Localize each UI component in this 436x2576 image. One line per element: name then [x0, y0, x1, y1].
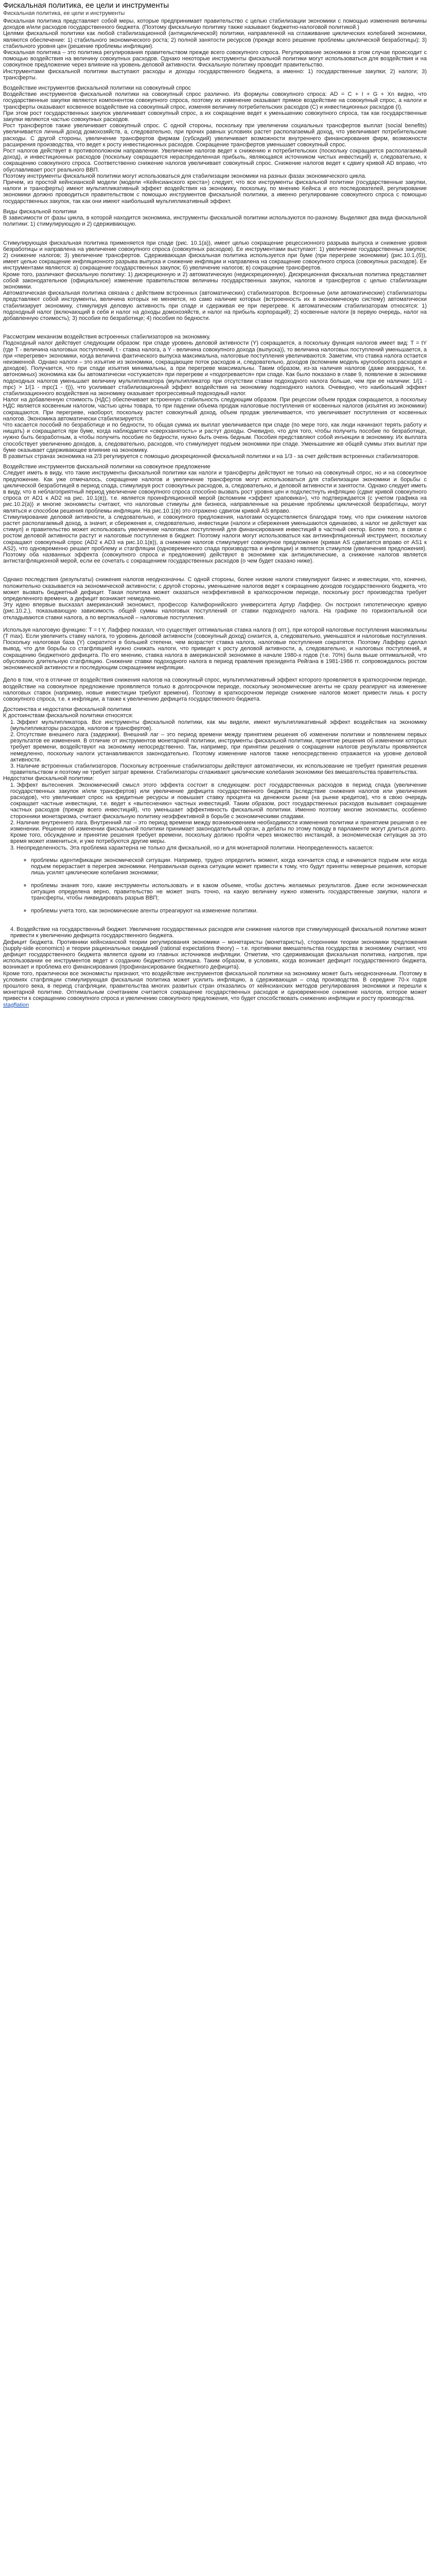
paragraph: Дефицит бюджета. Противники кейнсианской теории регулирования экономики – монетаристы (монетаристы), сторонники теории экономики предложения (supply-side economics) и теории рациональных ожиданий (rational expectations theory) – т.е. противники вмешательства государства в экономику считают, что дефицит государственного бюджета является одним из главных источников инфляции. Отметим, что сдерживающая фискальная политика, напротив, при использовании ее инструментов ведет к созданию бюджетного излишка. Таким образом, в условиях, когда возникает дефицит государственного бюджета, возникает и проблема его финансирования (профинансирование бюджетного дефицита). [3, 939, 427, 971]
disadvantages-section [3, 775, 427, 939]
list-item: 4. Воздействие на государственный бюджет. Увеличение государственных расходов или снижение налогов при стимулирующей фискальной политике может привести к увеличению дефицита государственного бюджета. [10, 926, 427, 939]
paragraph: Фискальная политика представляет собой меры, которые предпринимает правительство с целью стабилизации экономики с помощью изменения величины доходов и/или расходов государственного бюджета. (Поэтому фискальную политику также называют бюджетно-налоговой политикой.) [3, 18, 427, 31]
paragraph: Стимулирующая фискальная политика применяется при спаде (рис. 10.1(a)), имеет целью сокращение рецессионного разрыва выпуска и снижение уровня безработицы и направлена на увеличение совокупного спроса (совокупных расходов). Ее инструментами выступают: 1) увеличение государственных закупок; 2) снижение налогов; 3) увеличение трансфертов. Сдерживающая фискальная политика используется при буме (при перегреве экономики) (рис.10.1.(б)), имеет целью сокращение инфляционного разрыва выпуска и снижение инфляции и направлена на сокращение совокупного спроса (совокупных расходов). Ее инструментами являются: а) сокращение государственных закупок; б) увеличение налогов; в) сокращение трансфертов. [3, 240, 427, 272]
paragraph: Подоходный налог действует следующим образом: при спаде уровень деловой активности (Y) сокращается, а поскольку функция налогов имеет вид: T = tY (где T - величина налоговых поступлений, t - ставка налога, а Y - величина совокупного дохода (выпуска)), то величина налоговых поступлений уменьшается, а при «перегреве» экономики, когда величина фактического выпуска максимальна, налоговые поступления увеличиваются. Заметим, что ставка налога остается неизменной. Однако налоги – это изъятие из экономики, сокращающее поток расходов и, следовательно, доходов (вспомним модель кругооборота расходов и доходов). Получается, что при спаде изъятия минимальны, а при перегреве максимальны. Таким образом, из-за наличия налогов (даже аккордных, т.е. автономных) экономика как бы автоматически «остужается» при перегреве и «подогревается» при спаде. Как было показано в главе 9, появление в экономике подоходных налогов уменьшает величину мультипликатора (мультипликатор при отсутствии ставки подоходного налога больше, чем при ее наличии: 1/(1 - mpc) > 1/(1 - mpc(1 - t))), что усиливает стабилизационный эффект воздействия на экономику подоходного налога. Очевидно, что наибольший эффект стабилизационного воздействия на экономику оказывает прогрессивный подоходный налог. [3, 340, 427, 397]
policy-types-section [3, 215, 427, 321]
intro-section [3, 18, 427, 81]
document-page [0, 0, 430, 1008]
stagflation-link[interactable]: stagflation [3, 1002, 29, 1008]
list-item: 1. Эффект вытеснения. Экономический смысл этого эффекта состоит в следующем: рост государственных расходов в период спада (увеличение государственных закупок и/или трансфертов) или увеличение дефицита государственного бюджета (вследствие снижения налогов или увеличения расходов), что увеличивает спрос на кредитные ресурсы и повышает ставку процента на денежном рынке (на рынке кредитов), что в свою очередь сокращает частные инвестиции, т.е. ведет к «вытеснению» частных инвестиций. Таким образом, рост государственных расходов вызывает сокращение частных расходов (прежде всего инвестиций), что уменьшает эффективность фискальной политики. Именно поэтому многие экономисты, особенно сторонники монетаризма, считают фискальную политику неэффективной в борьбе с экономическими спадами. [10, 782, 427, 820]
paragraph: Воздействие инструментов фискальной политики на совокупный спрос различно. Из формулы совокупного спроса: AD = C + I + G + Xn видно, что государственные закупки являются компонентом совокупного спроса, поэтому их изменение оказывает прямое воздействие на совокупный спрос, а налоги и трансферты оказывают косвенное воздействие на совокупный спрос, изменяя величину потребительских расходов (C) и инвестиционных расходов (I). [3, 91, 427, 110]
section-heading: Виды фискальной политики [3, 208, 77, 215]
paragraph: Кроме того, различают фискальную политику: 1) дискреционную и 2) автоматическую (недискреционную). Дискреционная фискальная политика представляет собой законодательное (официальное) изменение правительством величины государственных закупок, налогов и трансфертов с целью стабилизации экономики. [3, 271, 427, 290]
paragraph: Эту идею впервые высказал американский экономист, профессор Калифорнийского университета Артур Лаффер. Он построил гипотетическую кривую (рис.10.2.), показывающую зависимость общей суммы налоговых поступлений от ставки подоходного налога. На графике по горизонтальной оси откладываются ставки налога, а по вертикальной – налоговые поступления. [3, 602, 427, 621]
list-item: 1. Эффект мультипликатора. Все инструменты фискальной политики, как мы видели, имеют мультипликативный эффект воздействия на экономику (мультипликаторы расходов, налогов и трансфертов). [10, 719, 427, 732]
paragraph: Инструментами фискальной политики выступают расходы и доходы государственного бюджета, а именно: 1) государственные закупки; 2) налоги; 3) трансферты. [3, 68, 427, 81]
list-item: 3. Неопределенность. Эта проблема характерна не только для фискальной, но и для монетарной политики. Неопределенность касается: ◦ проблемы идентификации экономической ситуации. Например, трудно определить момент, когда кончается спад и начинается подъем или когда подъем перерастает в перегрев экономики. Неправильная оценка ситуации может привести к тому, что будут приняты неверные решения, которые лишь усилят циклические колебания экономики; ◦ проблемы знания того, какие инструменты использовать и в каком объеме, чтобы достичь желаемых результатов. Даже если экономическая ситуация определена верно, правительство не может знать точно, на какую величину нужно изменить государственные закупки, налоги и трансферты, чтобы ликвидировать разрыв ВВП; ◦ проблемы учета того, как экономические агенты отреагируют на изменение политики. [10, 845, 427, 927]
budget-deficit-section [3, 939, 427, 1008]
paragraph: Следует иметь в виду, что такие инструменты фискальной политики как налоги и трансферты действуют не только на совокупный спрос, но и на совокупное предложение. Как уже отмечалось, сокращение налогов и увеличение трансфертов могут использоваться для стабилизации экономики и борьбы с циклической безработицей в период спада, стимулируя рост совокупных расходов, а, следовательно, и деловой активности и занятости. Однако следует иметь в виду, что в неблагоприятный период увеличение совокупного спроса способно вызвать рост уровня цен и подхлестнуть инфляцию (сдвиг кривой совокупного спроса от AD1 к AD2 на рис. 10.1(в)), т.е. является проинфляционной мерой (вспомним «эффект храповика»), что подтверждается (с учетом графика на рис.10.2(а)) и многие экономисты считают, что налоговые стимулы для бизнеса, направленные на решение проблемы циклической безработицы, могут являться и способом решения проблемы инфляции. На рис.10.1(в) это отражено сдвигом кривой AS вправо. [3, 470, 427, 514]
aggregate-demand-section [3, 91, 427, 205]
paragraph: Причем, из простой кейнсианской модели (модели «Кейнсианского креста») следует, что все инструменты фискальной политики (государственные закупки, налоги и трансферты) имеют мультипликативный эффект воздействия на экономику, поскольку, по мнению Кейнса и его последователей, регулирование экономики должно проводиться правительством с помощью инструментов фискальной политики, а именно регулирование совокупного спроса с помощью государственных закупок, так как они имеют наибольший мультипликативный эффект. [3, 179, 427, 205]
paragraph: Используя налоговую функцию: T = t Y, Лаффер показал, что существует оптимальная ставка налога (t опт.), при которой налоговые поступления максимальны (T max). Если увеличить ставку налога, то уровень деловой активности (совокупный доход) снизится, а, следовательно, уменьшатся и налоговые поступления. Поскольку налоговая база (Y) сократится в большей степени, чем возрастет ставка налога, налоговые поступления сократятся. Поэтому Лаффер сделал вывод, что для борьбы со стагфляцией нужно снижать налоги, что приведет к росту деловой активности, а, следовательно, и налоговых поступлений, и сокращению бюджетного дефицита. По его мнению, ставка налога в американской экономике в начале 1980-х годов (т.е. 70%) была выше оптимальной, что обусловило длительную стагфляцию. Снижение ставки подоходного налога в период правления президента Рейгана в 1981-1986 гг. сопровождалось ростом экономической активности и последующим сокращением инфляции. [3, 626, 427, 671]
laffer-section [3, 577, 427, 702]
page-subtitle: Фискальная политика, ее цели и инструменты [3, 10, 125, 16]
paragraph: Рассмотрим механизм воздействия встроенных стабилизаторов на экономику. [3, 334, 211, 341]
paragraph: Фискальная политика – это политика регулирования правительством прежде всего совокупного спроса. Регулирование экономики в этом случае происходит с помощью воздействия на величину совокупных расходов. Однако некоторые инструменты фискальной политики могут использоваться для воздействия и на совокупное предложение через влияние на уровень деловой активности. Фискальную политику проводит правительство. [3, 49, 427, 69]
paragraph: Дело в том, что в отличие от воздействия снижения налогов на совокупный спрос, мультипликативный эффект которого проявляется в краткосрочном периоде, воздействие на совокупное предложение проявляется только в долгосрочном периоде, поскольку экономические агенты не сразу реагируют на изменение налоговых ставок (например, новые инвестиции требуют времени). Поэтому в краткосрочном периоде снижение налогов может привести лишь к росту совокупного спроса, т.е. к инфляции, а также к увеличению дефицита государственного бюджета. [3, 677, 427, 702]
aggregate-supply-section [3, 470, 427, 564]
paragraph: Поэтому инструменты фискальной политики могут использоваться для стабилизации экономики на разных фазах экономического цикла. [3, 173, 367, 179]
list-item: 3. Наличие встроенных стабилизаторов. Поскольку встроенные стабилизаторы действуют автоматически, их использование не требует принятия решения правительством и поэтому не требует затрат времени. Стабилизаторы сглаживают циклические колебания экономики без вмешательства правительства. [10, 762, 427, 776]
page-title: Фискальная политика, ее цели и инструменты [3, 1, 169, 10]
paragraph: При этом рост государственных закупок увеличивает совокупный спрос, а их сокращение ведет к уменьшению совокупного спроса, так как государственные закупки являются частью совокупных расходов. [3, 110, 427, 123]
paragraph: Налог на добавленную стоимость (НДС) обеспечивает встроенную стабильность следующим образом. При рецессии объем продаж сокращается, а поскольку НДС является косвенным налогом, частью цены товара, то при падении объема продаж налоговые поступления от косвенных налогов (изъятия из экономики) сокращаются. При перегреве, наоборот, поскольку растет совокупный доход, объем продаж увеличивается, что увеличивает поступления от косвенных налогов. Экономика автоматически стабилизируется. [3, 397, 427, 422]
list-caption: Недостатки фискальной политики: [3, 775, 94, 782]
paragraph: Целями фискальной политики как любой стабилизационной (антициклической) политики, направленной на сглаживание циклических колебаний экономики, являются обеспечение: 1) стабильного экономического роста; 2) полной занятости ресурсов (прежде всего решение проблемы циклической безработицы); 3) стабильного уровня цен (решение проблемы инфляции). [3, 30, 427, 49]
bullet-item: ◦ проблемы знания того, какие инструменты использовать и в каком объеме, чтобы достичь желаемых результатов. Даже если экономическая ситуация определена верно, правительство не может знать точно, на какую величину нужно изменить государственные закупки, налоги и трансферты, чтобы ликвидировать разрыв ВВП; [31, 883, 427, 902]
disadvantages-list [3, 782, 427, 939]
list-caption: К достоинствам фискальной политики относятся: [3, 713, 133, 719]
list-item: 2. Наличие внутреннего лага. Внутренний лаг – это период времени между возникновением необходимости изменения политики и принятием решения о ее изменении. Решение об изменении фискальной политики принимает законодательный орган, а дебаты по этому поводу в парламенте могут длиться долго. Кроме того, обсуждение и принятие решения требует времени, поскольку должно пройти через множество инстанций, а экономическая ситуация за это время может измениться, и уже потребуются другие меры. [10, 819, 427, 845]
advantages-section [3, 713, 427, 775]
paragraph: В развитых странах экономика на 2/3 регулируется с помощью дискреционной фискальной политики и на 1/3 - за счет действия встроенных стабилизаторов. [3, 453, 420, 460]
paragraph: Однако последствия (результаты) снижения налогов неоднозначны. С одной стороны, более низкие налоги стимулируют бизнес и инвестиции, что, конечно, положительно сказывается на экономической активности; с другой стороны, уменьшение налогов ведет к сокращению доходов государственного бюджета, что может вызвать бюджетный дефицит. Такая политика может оказаться неэффективной в краткосрочном периоде, поскольку рост производства требует определенного времени, а дефицит возникает немедленно. [3, 577, 427, 602]
paragraph: Рост налогов действует в противоположном направлении. Увеличение налогов ведет к снижению и потребительских (поскольку сокращается располагаемый доход), и инвестиционных расходов (поскольку сокращается нераспределенная прибыль, являющаяся источником чистых инвестиций) и, следовательно, к сокращению совокупного спроса. Соответственно снижение налогов увеличивает совокупный спрос. Снижение налогов ведет к сдвигу кривой AD вправо, что обуславливает рост реального ВВП. [3, 148, 427, 173]
paragraph: В зависимости от фазы цикла, в которой находится экономика, инструменты фискальной политики используются по-разному. Выделяют два вида фискальной политики: 1) стимулирующую и 2) сдерживающую. [3, 215, 427, 228]
bullet-item: ◦ проблемы учета того, как экономические агенты отреагируют на изменение политики. [31, 908, 427, 914]
section-heading: Воздействие инструментов фискальной политики на совокупный спрос [3, 85, 191, 92]
paragraph: Что касается пособий по безработице и по бедности, то общая сумма их выплат увеличивается при спаде (по мере того, как люди начинают терять работу и нищать) и сокращается при буме, когда наблюдается «сверхзанятость» и растут доходы. Очевидно, что для того, чтобы получить пособие по безработице, нужно быть безработным, а чтобы получить пособие по бедности, нужно быть очень бедным. Пособия представляют собой инъекции в экономику. Их выплата способствует увеличению доходов, а, следовательно, расходов, что стимулирует подъем экономики при спаде. Уменьшение же общей суммы этих выплат при буме оказывает сдерживающее влияние на экономику. [3, 421, 427, 453]
uncertainty-bullets [10, 851, 427, 920]
section-heading: Воздействие инструментов фискальной политики на совокупное предложение [3, 464, 211, 470]
paragraph: Автоматическая фискальная политика связана с действием встроенных (автоматических) стабилизаторов. Встроенные (или автоматические) стабилизаторы представляют собой инструменты, величина которых не меняется, но само наличие которых (встроенность их в экономическую систему) автоматически стабилизирует экономику, стимулируя деловую активность при спаде и сдерживая ее при перегреве. К автоматическим стабилизаторам относятся: 1) подоходный налог (включающий в себя и налог на доходы домохозяйств, и налог на прибыль корпораций); 2) косвенные налоги (в первую очередь, налог на добавленную стоимость); 3) пособия по безработице; 4) пособия по бедности. [3, 290, 427, 321]
paragraph: Стимулирование деловой активности, а следовательно, и совокупного предложения, налогами осуществляется благодаря тому, что при снижении налогов растет располагаемый доход, а значит, и сбережения и, следовательно, инвестиции (налоги и сбережения уменьшаются одинаково, а налог не действует как стимул) и правительство может использовать увеличение налоговых поступлений для финансирования инвестиций в частный сектор. Более того, в связи с ростом деловой активности растут и налоговые поступления в бюджет. Поэтому налоги могут использоваться как антиинфляционный инструмент, поскольку сокращают совокупный спрос (AD2 к AD3 на рис.10.1(в)), а снижение налогов стимулирует совокупное предложение (кривая AS сдвигается вправо от AS1 к AS2), что одновременно решает проблему и стагфляции (одновременного спада производства и инфляции) и является стимулом (увеличения предложения). Поэтому оба названных эффекта (совокупного спроса и предложения) действуют в экономике как антициклические, а снижение налогов является антистагфляционной мерой, если ее сочетать с сокращением государственных расходов (о чем будет сказано ниже). [3, 514, 427, 565]
bullet-item: ◦ проблемы идентификации экономической ситуации. Например, трудно определить момент, когда кончается спад и начинается подъем или когда подъем перерастает в перегрев экономики. Неправильная оценка ситуации может привести к тому, что будут приняты неверные решения, которые лишь усилят циклические колебания экономики; [31, 857, 427, 876]
paragraph: Рост трансфертов также увеличивает совокупный спрос. С одной стороны, поскольку при увеличении социальных трансфертов выплат (social benefits) увеличивается личный доход домохозяйств, а, следовательно, при прочих равных условиях растет располагаемый доход, что увеличивает потребительские расходы. С другой стороны, увеличение трансфертов фирмам (субсидий) увеличивает возможности внутреннего финансирования фирм, возможности расширения производства, что ведет к росту инвестиционных расходов. Сокращение трансфертов уменьшает совокупный спрос. [3, 123, 427, 148]
list-item: 2. Отсутствие внешнего лага (задержки). Внешний лаг – это период времени между принятием решения об изменении политики и появлением первых результатов ее изменения. В отличие от инструментов монетарной политики, инструменты фискальной политики, принятие решения об изменении которых требует времени, воздействуют на экономику непосредственно. Так, например, при принятии решения о сокращении налогов результаты проявляются немедленно, поскольку налоги устанавливаются законодательно. Поэтому изменение налогов также непосредственно отражается на уровне деловой активности. [10, 731, 427, 763]
paragraph: Кроме того, практически все экономисты признают, что воздействие инструментов фискальной политики на экономику может быть неоднозначным. Поэтому в условиях стагфляции стимулирующая фискальная политика может усилить инфляцию, а сдерживающая – спад производства. В середине 70-х годов прошлого века, в период стагфляции, правительства многих развитых стран отказались от кейнсианских методов регулирования экономики и перешли к монетарной политике. Оптимальным сочетанием считается сокращение государственных расходов и одновременное снижение налогов, которое может привести к сокращению совокупного спроса и увеличению совокупного предложения, что будет способствовать снижению инфляции и росту производства. [3, 970, 427, 1002]
advantages-list [3, 719, 427, 776]
section-heading: Достоинства и недостатки фискальной политики [3, 706, 131, 713]
stabilizers-section [3, 334, 427, 460]
